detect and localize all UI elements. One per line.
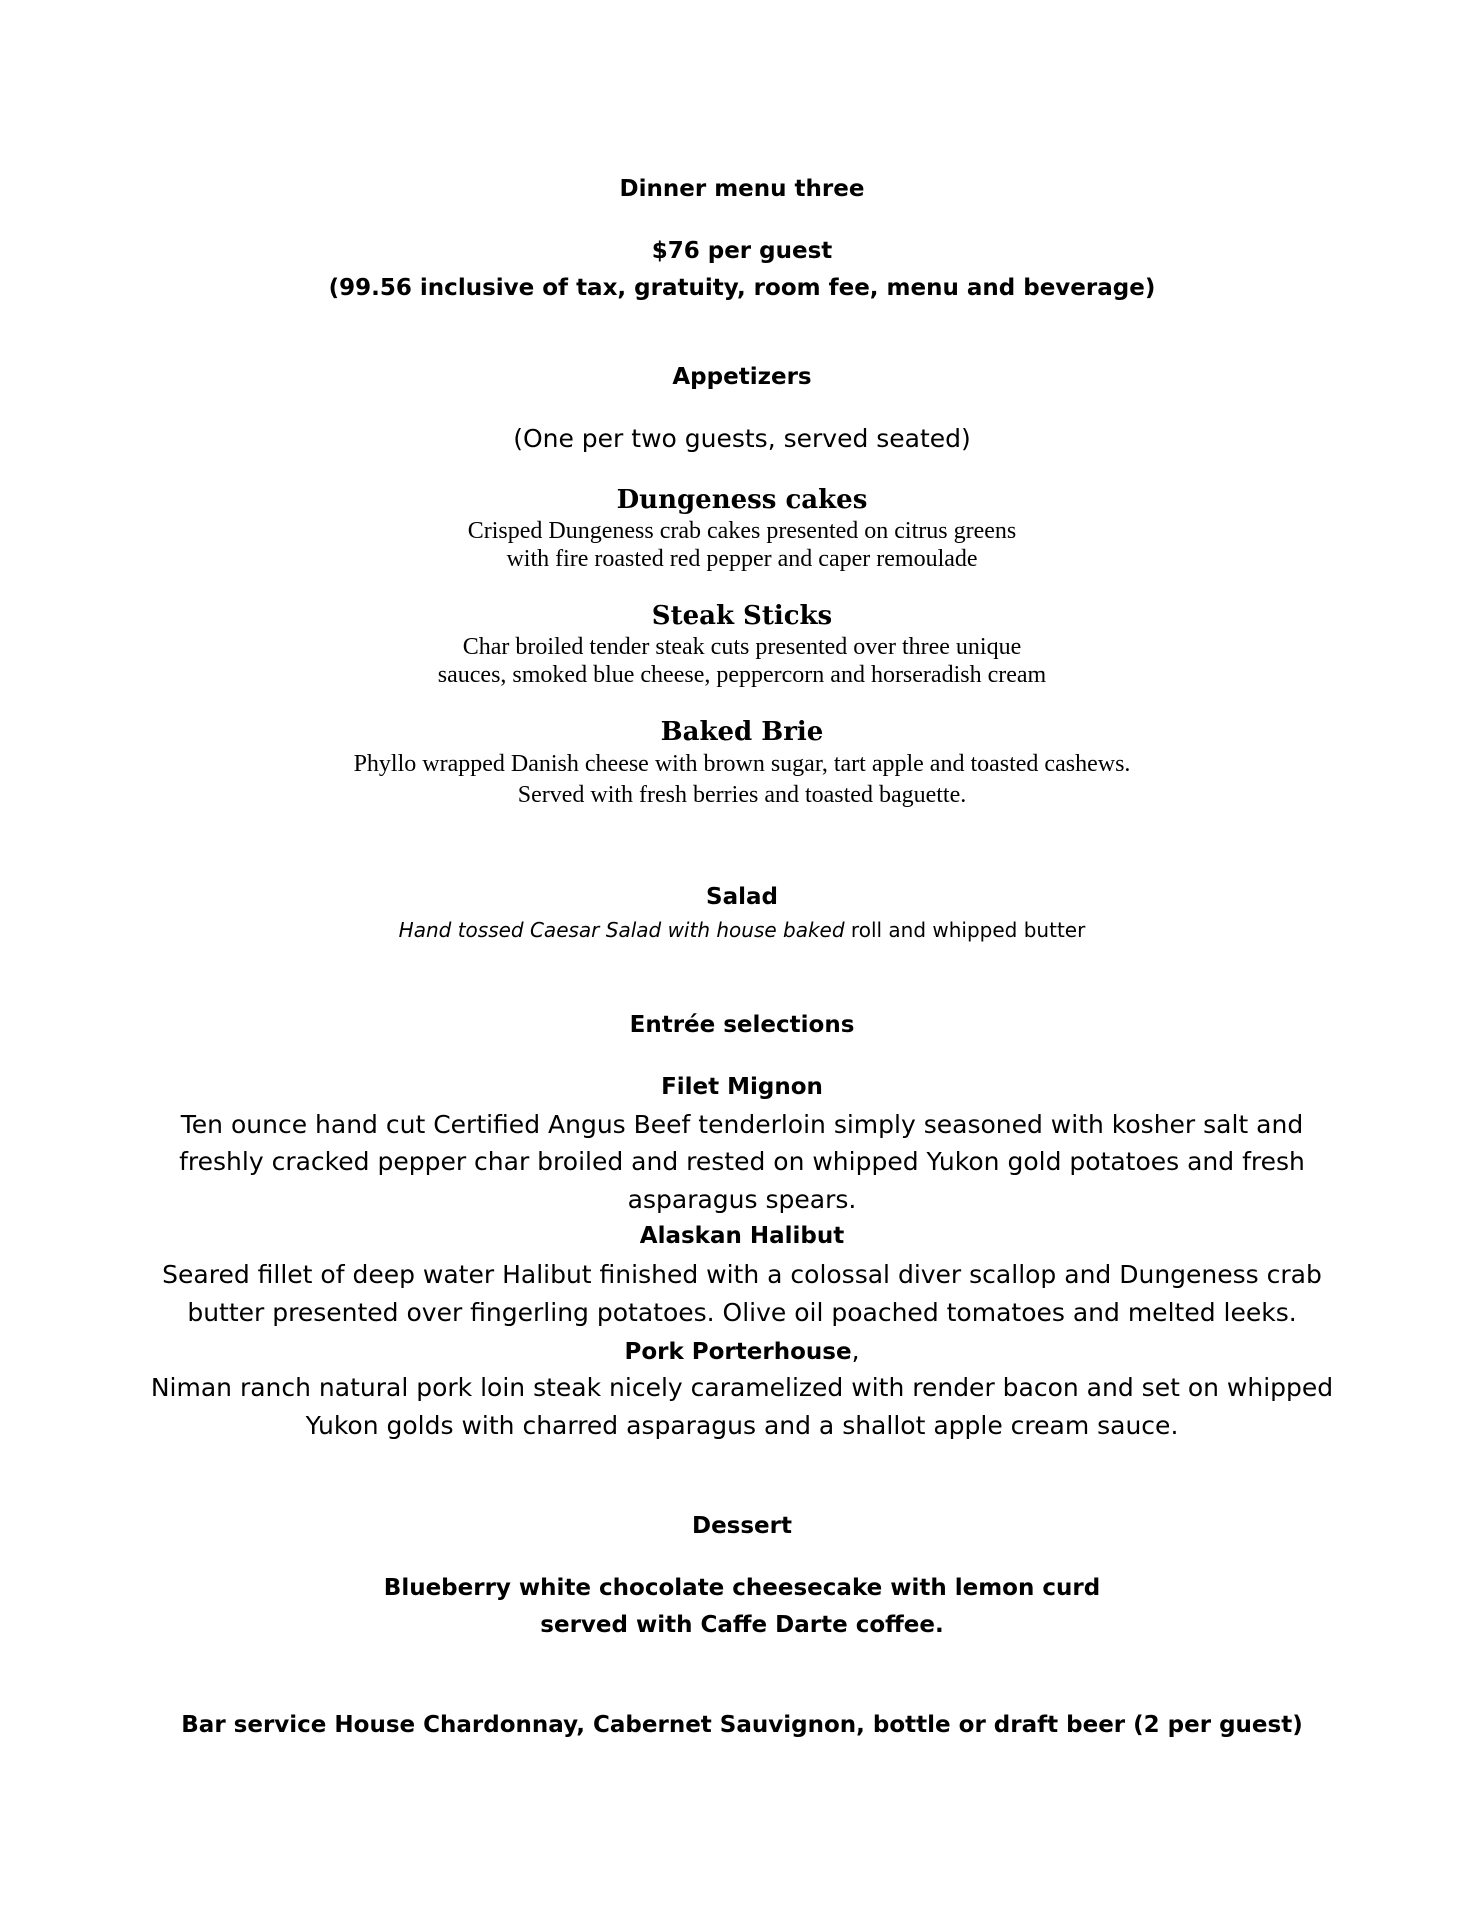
appetizer-name: Steak Sticks (651, 601, 833, 631)
appetizers-note: (One per two guests, served seated) (513, 424, 971, 453)
entree-name: Alaskan Halibut (639, 1223, 845, 1249)
entree-desc-line: asparagus spears. (627, 1185, 857, 1214)
salad-description (0, 918, 1484, 942)
price: $76 per guest (651, 238, 833, 264)
appetizers-heading: Appetizers (672, 364, 812, 390)
entree-name-suffix: , (851, 1336, 860, 1365)
entrees-heading: Entrée selections (629, 1012, 855, 1038)
salad-heading: Salad (706, 884, 778, 910)
appetizer-desc-line: Char broiled tender steak cuts presented over three unique (462, 634, 1022, 660)
entree-desc-line: Yukon golds with charred asparagus and a shallot apple cream sauce. (305, 1411, 1179, 1440)
appetizer-desc-line: with fire roasted red pepper and caper remoulade (506, 546, 978, 572)
appetizer-name: Baked Brie (660, 717, 824, 747)
appetizer-desc-line: Crisped Dungeness crab cakes presented on citrus greens (467, 518, 1017, 544)
dessert-line: Blueberry white chocolate cheesecake with lemon curd (383, 1575, 1101, 1601)
appetizer-desc-line: Phyllo wrapped Danish cheese with brown sugar, tart apple and toasted cashews. (353, 751, 1131, 777)
entree-desc-line: butter presented over fingerling potatoes. Olive oil poached tomatoes and melted leeks. (187, 1298, 1297, 1327)
entree-name: Filet Mignon (661, 1074, 823, 1100)
salad-desc-plain: roll and whipped butter (850, 918, 1086, 942)
price-note: (99.56 inclusive of tax, gratuity, room fee, menu and beverage) (328, 275, 1156, 301)
appetizer-name: Dungeness cakes (616, 485, 868, 515)
dessert-heading: Dessert (691, 1513, 792, 1539)
entree-desc-line: Niman ranch natural pork loin steak nicely caramelized with render bacon and set on whipped (150, 1373, 1334, 1402)
entree-desc-line: Seared fillet of deep water Halibut finished with a colossal diver scallop and Dungeness crab (162, 1260, 1322, 1289)
appetizer-desc-line: sauces, smoked blue cheese, peppercorn and horseradish cream (437, 662, 1047, 688)
menu-title: Dinner menu three (619, 176, 865, 202)
entree-name-row (0, 1336, 1484, 1365)
appetizer-desc-line: Served with fresh berries and toasted baguette. (517, 782, 967, 808)
dessert-line: served with Caffe Darte coffee. (540, 1612, 944, 1638)
entree-desc-line: freshly cracked pepper char broiled and rested on whipped Yukon gold potatoes and fresh (179, 1147, 1305, 1176)
entree-name: Pork Porterhouse (624, 1339, 852, 1365)
salad-desc-italic: Hand tossed Caesar Salad with house baked (398, 918, 851, 942)
bar-service: Bar service House Chardonnay, Cabernet Sauvignon, bottle or draft beer (2 per guest) (181, 1712, 1303, 1738)
entree-desc-line: Ten ounce hand cut Certified Angus Beef tenderloin simply seasoned with kosher salt and (180, 1110, 1304, 1139)
